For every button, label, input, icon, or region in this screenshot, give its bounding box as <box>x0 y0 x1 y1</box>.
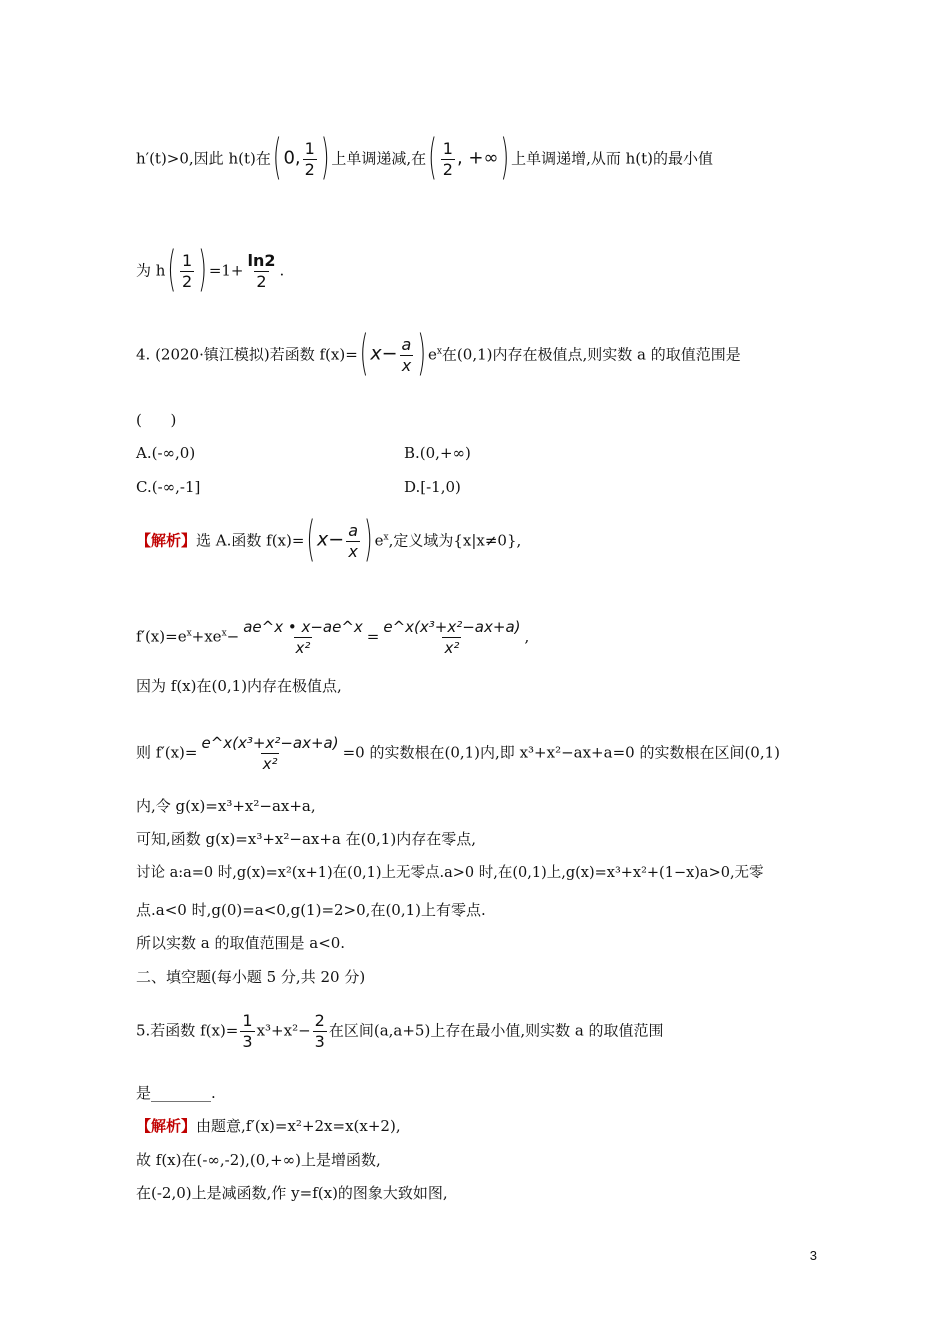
fraction: $\frac{1}{3}$ <box>242 1011 253 1051</box>
solution-4-line-1: 【解析】选 A.函数 f(x)=( x− $\frac{a}{x}$ ) $e^x$,定义域为{x|x≠0}, <box>136 512 522 568</box>
fraction: $\frac{2}{3}$ <box>314 1011 325 1051</box>
fraction: $\frac{1}{2}$ <box>304 139 315 179</box>
solution-4-line-6: 可知,函数 g(x)=x³+x²−ax+a 在(0,1)内存在零点, <box>136 830 476 848</box>
solution-4-line-7: 讨论 a:a=0 时,g(x)=x²(x+1)在(0,1)上无零点.a>0 时,在(0,1)上,g(x)=x³+x²+(1−x)a>0,无零 <box>136 865 764 881</box>
solution-4-line-3: 因为 f(x)在(0,1)内存在极值点, <box>136 677 342 695</box>
option-b: B.(0,+∞) <box>404 444 471 462</box>
question-4: 4. (2020·镇江模拟)若函数 f(x)=( x− $\frac{a}{x}$ ) $e^x$在(0,1)内存在极值点,则实数 a 的取值范围是 <box>136 326 741 382</box>
solution-4-line-4: 则 f′(x)= $\frac{\text{e\textasciicircum{}x(x³+x²−ax+a)}}{\text{x²}}$ =0 的实数根在(0,1)内,即 x³+x²−ax+a=0 的实数根在区间(0,1) <box>136 734 781 773</box>
question-5: 5.若函数 f(x)= $\frac{1}{3}$ x³+x²− $\frac{2}{3}$ 在区间(a,a+5)上存在最小值,则实数 a 的取值范围 <box>136 1011 664 1051</box>
question-5-blank: 是________. <box>136 1084 216 1102</box>
option-c: C.(-∞,-1] <box>136 478 201 496</box>
text-line-2: 为 h( $\frac{1}{2}$ ) =1+ $\frac{\ln 2}{2}$ . <box>136 242 285 298</box>
fraction: $\frac{1}{2}$ <box>182 251 193 291</box>
fraction: $\frac{a}{x}$ <box>401 335 412 375</box>
fraction: $\frac{1}{2}$ <box>442 139 453 179</box>
fraction: $\frac{\text{e\textasciicircum{}x(x³+x²−ax+a)}}{\text{x²}}$ <box>201 734 339 773</box>
answer-paren: ( ) <box>136 411 177 429</box>
solution-5-line-1: 【解析】由题意,f′(x)=x²+2x=x(x+2), <box>136 1117 401 1135</box>
solution-5-line-3: 在(-2,0)上是减函数,作 y=f(x)的图象大致如图, <box>136 1184 448 1202</box>
analysis-tag: 【解析】 <box>136 531 197 550</box>
fraction: $\frac{\text{e\textasciicircum{}x(x³+x²−ax+a)}}{\text{x²}}$ <box>383 618 521 657</box>
page-number: 3 <box>809 1248 817 1263</box>
text-line-1: h′(t)>0,因此 h(t)在( 0, $\frac{1}{2}$ ) 上单调递减,在( $\frac{1}{2}$ , +∞) 上单调递增,从而 h(t)的最小值 <box>136 130 714 186</box>
solution-4-line-8: 点.a<0 时,g(0)=a<0,g(1)=2>0,在(0,1)上有零点. <box>136 901 486 919</box>
section-heading: 二、填空题(每小题 5 分,共 20 分) <box>136 968 366 986</box>
fraction: $\frac{ae\^{}x • x-ae\^{}x}{\text{x²}}$ <box>243 618 363 657</box>
option-a: A.(-∞,0) <box>136 444 196 462</box>
solution-4-line-5: 内,令 g(x)=x³+x²−ax+a, <box>136 797 316 815</box>
option-d: D.[-1,0) <box>404 478 461 496</box>
analysis-tag: 【解析】 <box>136 1117 197 1135</box>
solution-4-line-9: 所以实数 a 的取值范围是 a<0. <box>136 934 346 952</box>
fraction: $\frac{\ln 2}{2}$ <box>247 251 276 291</box>
fraction: $\frac{a}{x}$ <box>348 521 359 561</box>
solution-5-line-2: 故 f(x)在(-∞,-2),(0,+∞)上是增函数, <box>136 1151 381 1169</box>
solution-4-line-2: $f'(x)=e^x+xe^x-$ $\frac{ae\^{}x • x-ae\^{}x}{\text{x²}}$ = $\frac{\text{e\textasciicircum{}x(x³+x²−ax+a)}}{\text{x²}}$ , <box>136 618 530 657</box>
